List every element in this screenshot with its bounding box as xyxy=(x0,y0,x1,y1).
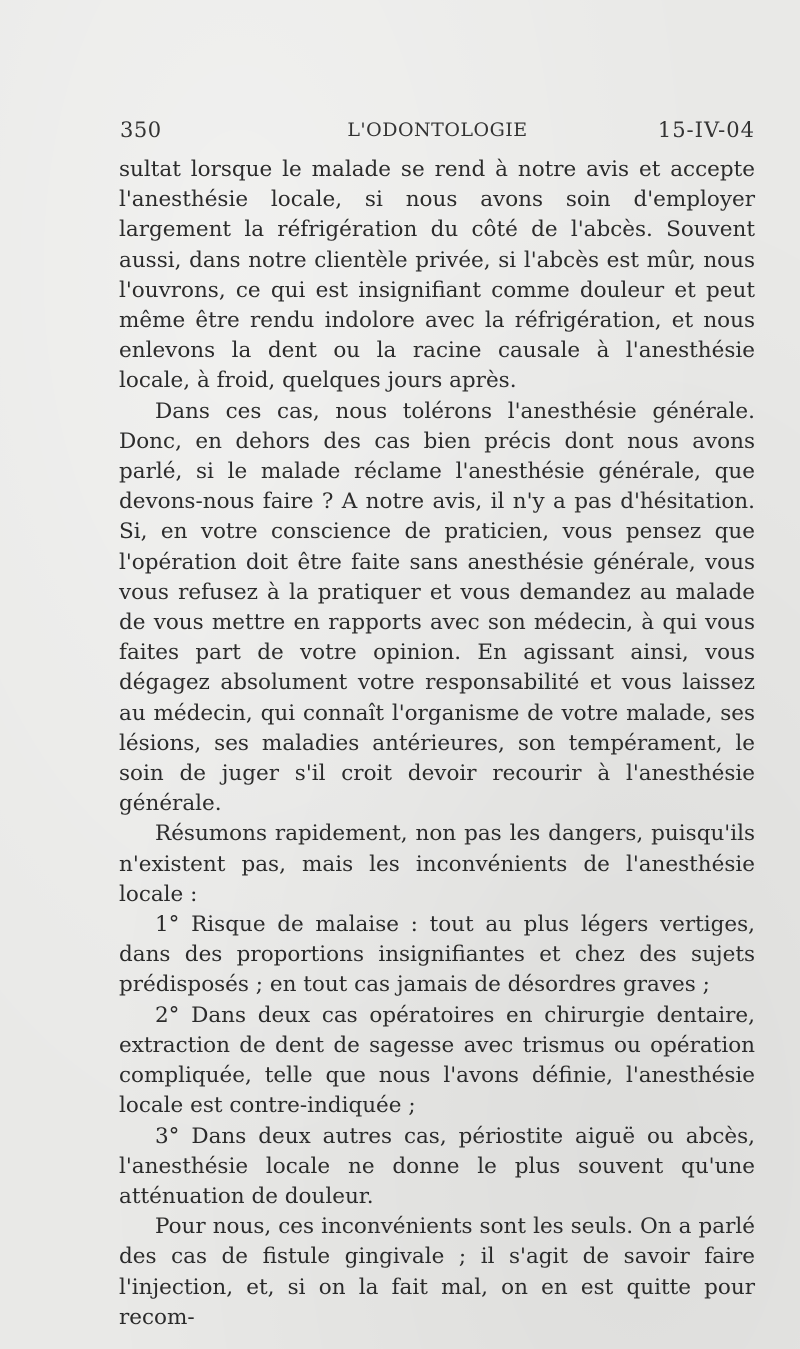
issue-date: 15-IV-04 xyxy=(657,118,755,142)
paragraph-summary-intro: Résumons rapidement, non pas les dangers, puisqu'ils n'existent pas, mais les inconvénients de l'anesthésie locale : xyxy=(119,821,755,907)
page-number: 350 xyxy=(120,118,162,142)
body-text xyxy=(119,155,755,1333)
paragraph-conclusion: Pour nous, ces inconvénients sont les seuls. On a parlé des cas de fistule gingivale ; il s'agit de savoir faire l'injection, et, si on la fait mal, on en est quitte pour recom- xyxy=(119,1214,755,1330)
list-item-2: 2° Dans deux cas opératoires en chirurgie dentaire, extraction de dent de sagesse avec trismus ou opération compliquée, telle que nous l'avons définie, l'anesthésie locale est contre-indiquée ; xyxy=(119,1002,755,1119)
journal-title: L'ODONTOLOGIE xyxy=(347,119,528,141)
paragraph-general-anesthesia: Dans ces cas, nous tolérons l'anesthésie générale. Donc, en dehors des cas bien précis dont nous avons parlé, si le malade réclame l'anesthésie générale, que devons-nous faire ? A notre avis, il n'y a pas d'hésitation. Si, en votre conscience de praticien, vous pensez que l'opération doit être faite sans anesthésie générale, vous vous refusez à la pratiquer et vous demandez au malade de vous mettre en rapports avec son médecin, à qui vous faites part de votre opinion. En agissant ainsi, vous dégagez absolument votre responsabilité et vous laissez au médecin, qui connaît l'organisme de votre malade, ses lésions, ses maladies antérieures, son tempérament, le soin de juger s'il croit devoir recourir à l'anesthésie générale. xyxy=(119,398,755,817)
running-header xyxy=(120,118,755,148)
list-item-3: 3° Dans deux autres cas, périostite aiguë ou abcès, l'anesthésie locale ne donne le plus souvent qu'une atténuation de douleur. xyxy=(119,1123,755,1209)
paragraph-continuation: sultat lorsque le malade se rend à notre avis et accepte l'anesthésie locale, si nous avons soin d'employer largement la réfrigération du côté de l'abcès. Souvent aussi, dans notre clientèle privée, si l'abcès est mûr, nous l'ouvrons, ce qui est insignifiant comme douleur et peut même être rendu indolore avec la réfrigération, et nous enlevons la dent ou la racine causale à l'anesthésie locale, à froid, quelques jours après. xyxy=(119,157,755,394)
list-item-1: 1° Risque de malaise : tout au plus légers vertiges, dans des proportions insignifiantes et chez des sujets prédisposés ; en tout cas jamais de désordres graves ; xyxy=(119,912,755,998)
